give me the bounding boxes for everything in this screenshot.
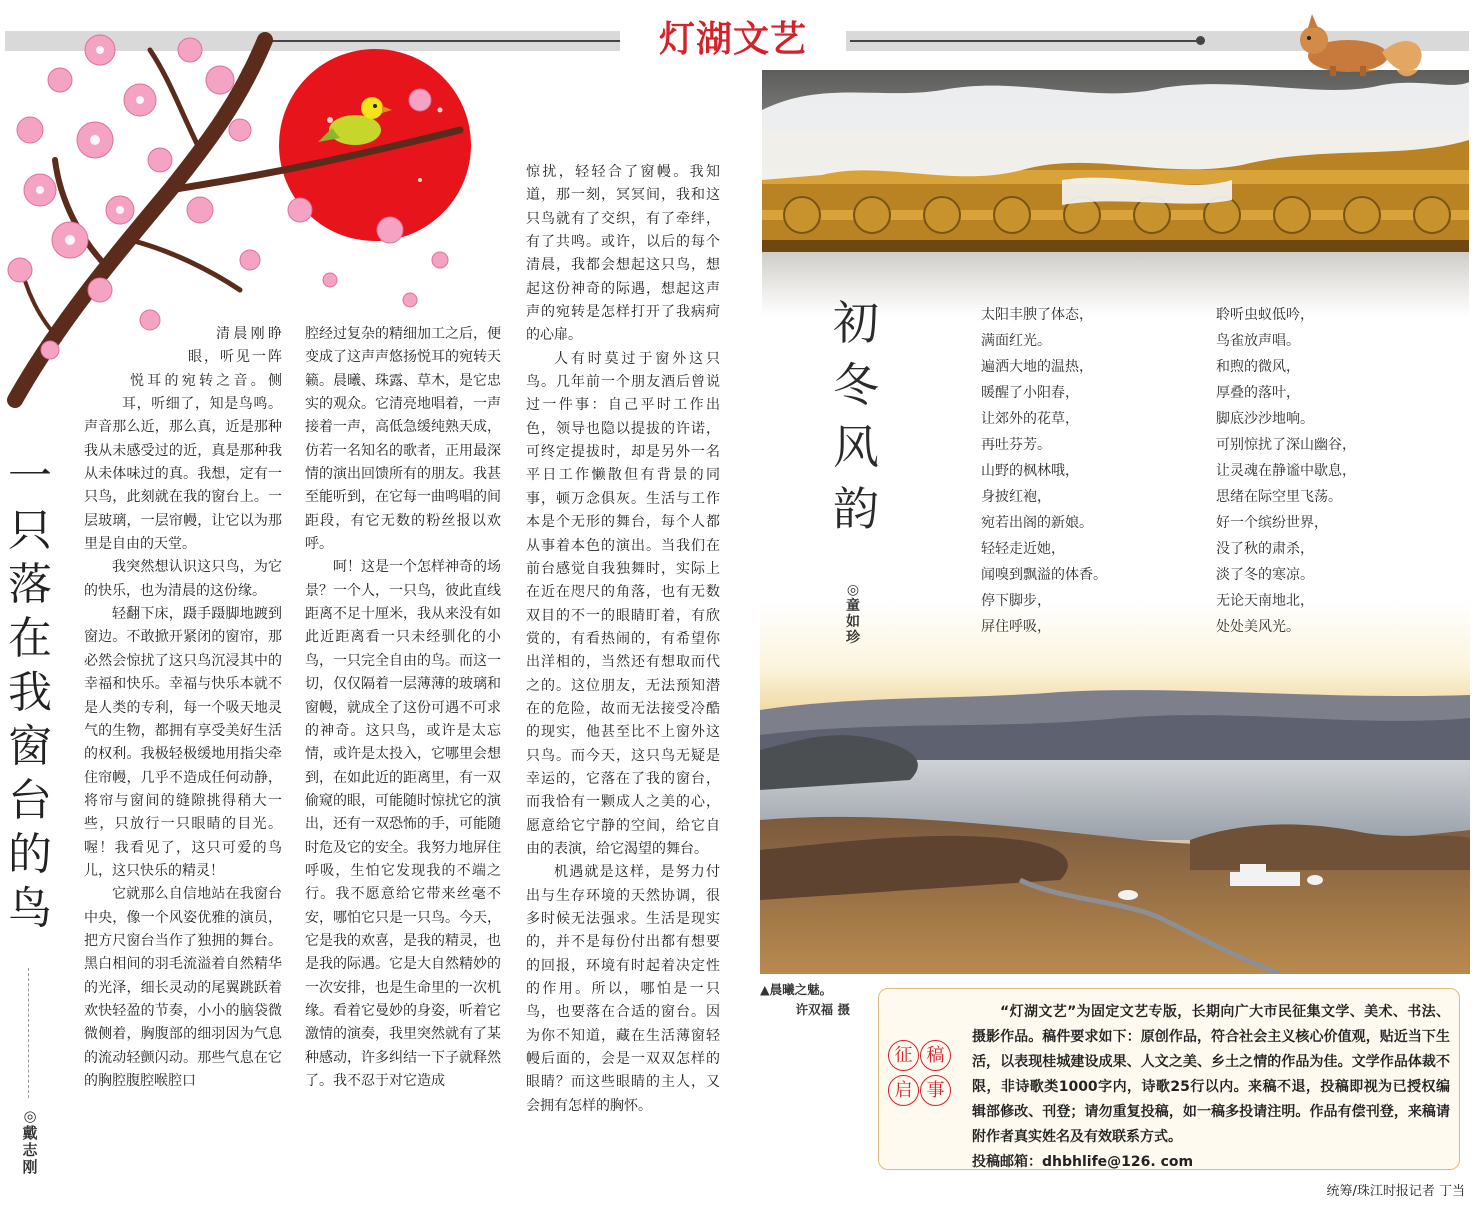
article-column-1	[84, 323, 282, 1093]
poem-line: 身披红袍，	[981, 489, 1051, 505]
photo-credit: 许双福 摄	[795, 1002, 850, 1017]
paragraph: 它就那么自信地站在我窗台中央，像一个风姿优雅的演员，把方尺窗台当作了独拥的舞台。黑白相间的羽毛流溢着自然精华的光泽，细长灵动的尾翼跳跃着欢快轻盈的节奏，小小的脑袋微微侧着，胸腹部的细羽因为气息的流动轻颤闪动。那些气息在它的胸腔腹腔喉腔口	[84, 886, 282, 1089]
article-title: 一 只 落 在 我 窗 台 的 鸟	[8, 451, 52, 934]
caption-text: ▲晨曦之魅。	[760, 982, 833, 997]
paragraph: 呵！这是一个怎样神奇的场景？一个人，一只鸟，彼此直线距离不足十厘米，我从来没有如此近距离看一只未经驯化的小鸟，一只完全自由的鸟。而这一切，仅仅隔着一层薄薄的玻璃和窗幔，就成全了这份可遇不可求的神奇。这只鸟，或许是太忘情，或许是太投入，它哪里会想到，在如此近的距离里，有一双偷窥的眼，可能随时惊扰它的演出，还有一双恐怖的手，可能随时危及它的安全。我努力地屏住呼吸，生怕它发现我的不端之行。我不愿意给它带来丝毫不安，哪怕它只是一只鸟。今天，它是我的欢喜，是我的精灵，也是我的际遇。它是大自然精妙的一次安排，也是生命里的一次机缘。看着它曼妙的身姿，听着它激情的演奏，我里突然就有了某种感动，许多纠结一下子就释然了。我不忍于对它造成	[305, 559, 501, 1089]
photo-caption	[760, 980, 860, 1020]
poem-line: 宛若出阁的新娘。	[981, 515, 1093, 531]
article-column-2	[305, 323, 501, 1093]
paragraph: 清晨刚睁眼，听见一阵悦耳的宛转之音。侧耳，听细了，知是鸟鸣。声音那么近，那么真，近是那种我从未感受过的近，真是那种我从未体味过的真。我想，定有一只鸟，此刻就在我的窗台上。一层玻璃，一层帘幔，让它以为那里是自由的天堂。	[84, 326, 282, 553]
paragraph: 我突然想认识这只鸟，为它的快乐，也为清晨的这份缘。	[84, 559, 282, 599]
poem-line: 暖醒了小阳春，	[981, 385, 1079, 401]
poem-column-1	[981, 302, 1107, 640]
morning-landscape-photo	[760, 600, 1470, 974]
paragraph: 人有时莫过于窗外这只鸟。几年前一个朋友酒后曾说过一件事：自己平时工作出色，领导也隐以提拔的许诺，可终定提拔时，却是另外一名平日工作懒散但有背景的同事，顿万念俱灰。生活与工作本是个无形的舞台，每个人都从事着本色的演出。当我们在前台感觉自我独舞时，实际上在近在咫尺的角落，也有无数双目的不一的眼睛盯着，有欣赏的，有看热闹的，有希望你出洋相的，当然还有想取而代之的。这位朋友，无法预知潜在的危险，故而无法接受冷酷的现实，他甚至比不上窗外这只鸟。而今天，这只鸟无疑是幸运的，它落在了我的窗台，而我恰有一颗成人之美的心，愿意给它宁静的空间，给它自由的表演，给它渴望的舞台。	[526, 350, 720, 857]
header-rule-right	[850, 40, 1202, 42]
poem-line: 太阳丰腴了体态，	[981, 307, 1093, 323]
paragraph: 腔经过复杂的精细加工之后，便变成了这声声悠扬悦耳的宛转天籁。晨曦、珠露、草木，是它忠实的观众。它清亮地唱着，一声接着一声，高低急缓纯熟天成，仿若一名知名的歌者，正用最深情的演出回馈所有的朋友。我甚至能听到，在它每一曲鸣唱的间距段，有它无数的粉丝报以欢呼。	[305, 326, 501, 553]
poem-line: 可别惊扰了深山幽谷，	[1216, 437, 1356, 453]
title-divider	[28, 968, 29, 1098]
article-author: ◎戴志刚	[22, 1107, 38, 1176]
submission-email: 投稿邮箱：dhbhlife@126. com	[972, 1154, 1194, 1170]
poem-line: 遍洒大地的温热，	[981, 359, 1093, 375]
poem-column-2	[1216, 302, 1356, 640]
paragraph: 惊扰，轻轻合了窗幔。我知道，那一刻，冥冥间，我和这只鸟就有了交织，有了牵绊，有了共鸣。或许，以后的每个清晨，我都会想起这只鸟，想起这份神奇的际遇，想起这声声的宛转是怎样打开了我病疴的心扉。	[526, 164, 720, 344]
poem-line: 无论天南地北，	[1216, 593, 1314, 609]
poem-line: 轻轻走近她，	[981, 541, 1065, 557]
poem-line: 聆听虫蚁低吟，	[1216, 307, 1314, 323]
poem-line: 好一个缤纷世界，	[1216, 515, 1328, 531]
poem-line: 淡了冬的寒凉。	[1216, 567, 1314, 583]
poem-line: 脚底沙沙地响。	[1216, 411, 1314, 427]
poem-line: 让灵魂在静谧中歇息，	[1216, 463, 1356, 479]
seal-char: 稿	[920, 1040, 951, 1071]
paragraph: 机遇就是这样，是努力付出与生存环境的天然协调，很多时候无法强求。生活是现实的，并不是每份付出都有想要的回报，环境有时起着决定性的作用。所以，哪怕是一只鸟，也要落在合适的窗台。因为你不知道，藏在生活薄窗轻幔后面的，会是一双双怎样的眼睛？而这些眼睛的主人，又会拥有怎样的胸怀。	[526, 864, 720, 1114]
poem-line: 没了秋的肃杀，	[1216, 541, 1314, 557]
poem-line: 鸟雀放声唱。	[1216, 333, 1300, 349]
poem-line: 厚叠的落叶，	[1216, 385, 1300, 401]
poem-line: 思绪在际空里飞荡。	[1216, 489, 1342, 505]
seal-char: 启	[888, 1075, 919, 1106]
seal-char: 事	[920, 1075, 951, 1106]
poem-line: 闻嗅到飘溢的体香。	[981, 567, 1107, 583]
seal-char: 征	[888, 1040, 919, 1071]
poem-line: 满面红光。	[981, 333, 1051, 349]
poem-line: 再吐芬芳。	[981, 437, 1051, 453]
poem-line: 处处美风光。	[1216, 619, 1300, 635]
article-column-3	[526, 161, 720, 1118]
squirrel-icon	[1290, 8, 1430, 78]
poem-line: 停下脚步，	[981, 593, 1051, 609]
poem-title: 初 冬 风 韵	[833, 296, 879, 536]
paragraph: 轻翻下床，蹑手蹑脚地踱到窗边。不敢掀开紧闭的窗帘，那必然会惊扰了这只鸟沉浸其中的幸福和快乐。幸福与快乐本就不是人类的专利，每一个吸天地灵气的生物，都拥有享受美好生活的权利。我极轻极缓地用指尖牵住帘幔，几乎不造成任何动静，将帘与窗间的缝隙挑得稍大一些，只放行一只眼睛的目光。喔！我看见了，这只可爱的鸟儿，这只快乐的精灵！	[84, 606, 282, 879]
notice-paragraph: “灯湖文艺”为固定文艺专版，长期向广大市民征集文学、美术、书法、摄影作品。稿件要求如下：原创作品，符合社会主义核心价值观，贴近当下生活，以表现桂城建设成果、人文之美、乡土之情的作品为佳。文学作品体裁不限，非诗歌类1000字内，诗歌25行以内。来稿不退，投稿即视为已授权编辑部修改、刊登；请勿重复投稿，如一稿多投请注明。作品有偿刊登，来稿请附作者真实姓名及有效联系方式。	[972, 1004, 1450, 1145]
editor-credit: 统筹/珠江时报记者 丁当	[1326, 1184, 1465, 1199]
header-dot-right	[1196, 36, 1205, 45]
section-title: 灯湖文艺	[620, 16, 846, 64]
poem-line: 让郊外的花草，	[981, 411, 1079, 427]
poem-line: 屏住呼吸，	[981, 619, 1051, 635]
poem-line: 山野的枫林哦，	[981, 463, 1079, 479]
poem-author: ◎童如珍	[846, 582, 860, 646]
notice-body	[972, 1000, 1450, 1175]
poem-line: 和煦的微风，	[1216, 359, 1300, 375]
